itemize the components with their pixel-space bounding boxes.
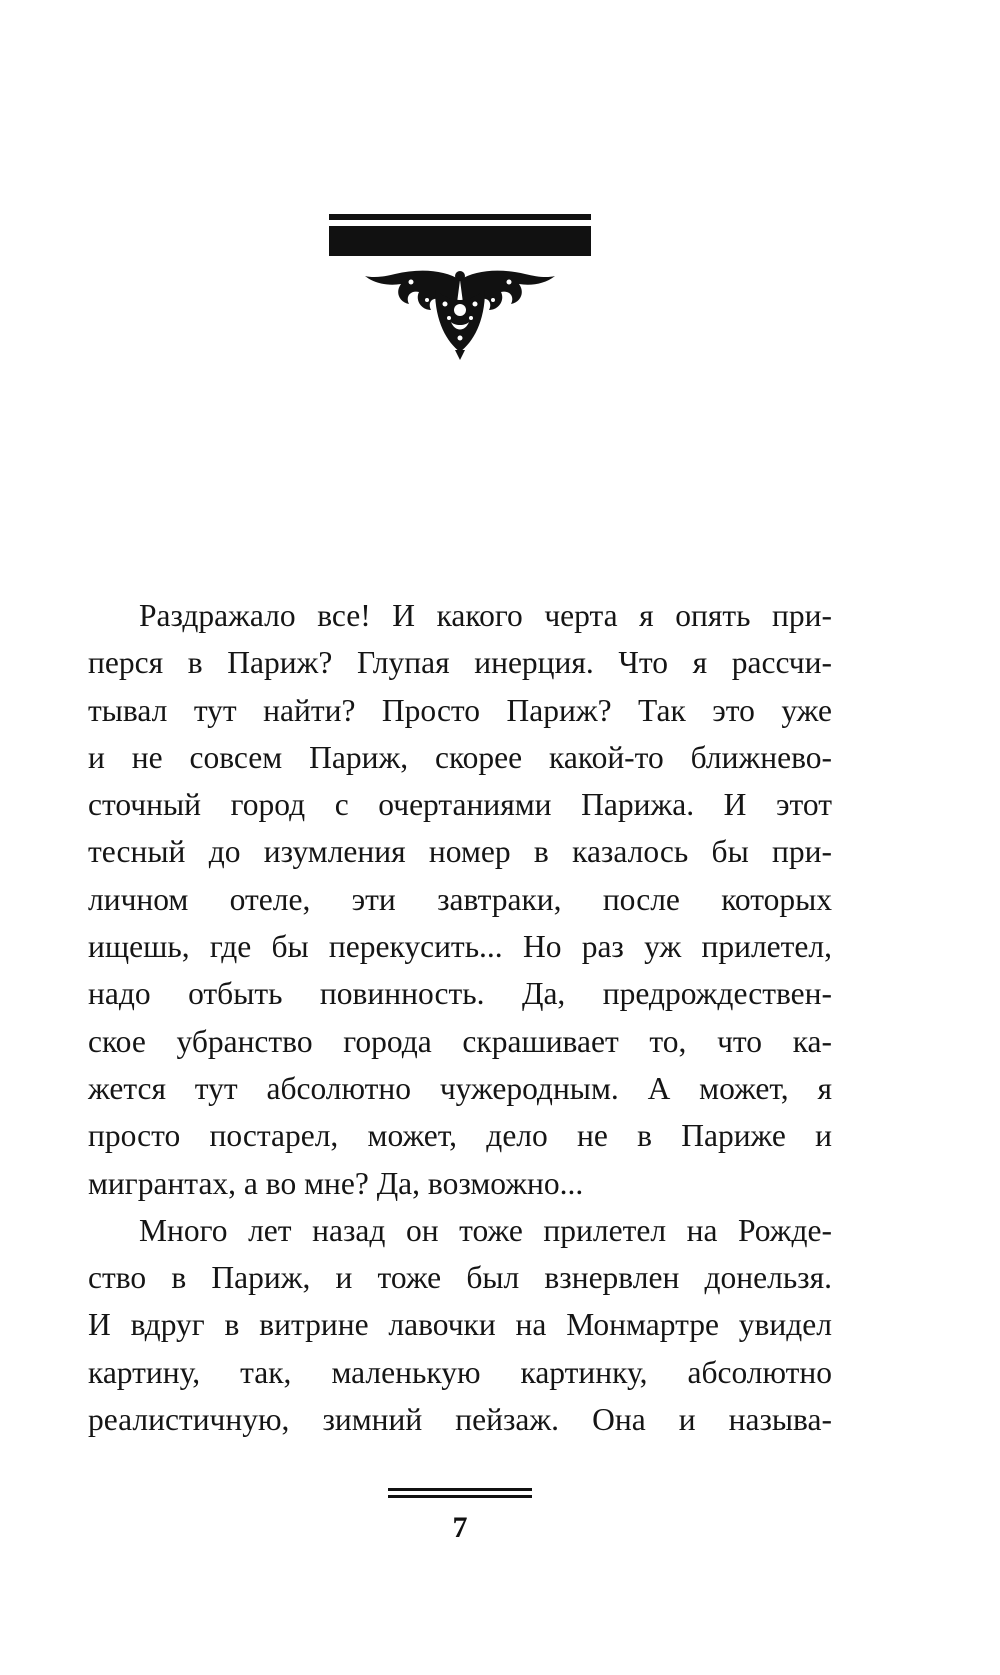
paragraph-1: [88, 592, 832, 1207]
footer-rule: [388, 1495, 532, 1498]
ornament-thin-bar: [329, 214, 591, 220]
text-line: просто постарел, может, дело не в Париже и: [88, 1118, 832, 1154]
text-line: перся в Париж? Глупая инерция. Что я рассчи-: [88, 645, 832, 681]
text-line: и не совсем Париж, скорее какой-то ближнево-: [88, 739, 832, 775]
ornament-thick-bar: [329, 226, 591, 256]
text-line: Раздражало все! И какого черта я опять при-: [139, 598, 832, 633]
chapter-ornament: [329, 214, 591, 358]
text-line: сточный город с очертаниями Парижа. И этот: [88, 787, 832, 823]
text-line: ство в Париж, и тоже был взнервлен донельзя.: [88, 1260, 832, 1296]
text-line: личном отеле, эти завтраки, после которых: [88, 881, 832, 917]
text-line: тывал тут найти? Просто Париж? Так это уже: [88, 692, 832, 728]
floral-ornament-icon: [365, 260, 555, 360]
text-line: Много лет назад он тоже прилетел на Рожде-: [139, 1212, 832, 1248]
text-line: ское убранство города скрашивает то, что ка-: [88, 1023, 832, 1059]
text-line: И вдруг в витрине лавочки на Монмартре увидел: [88, 1307, 832, 1343]
body-text: [88, 592, 832, 1443]
text-line: ищешь, где бы перекусить... Но раз уж прилетел,: [88, 929, 832, 965]
text-line: тесный до изумления номер в казалось бы при-: [88, 834, 832, 870]
paragraph-2: [88, 1207, 832, 1443]
text-line: надо отбыть повинность. Да, предрождествен-: [88, 976, 832, 1012]
text-line: картину, так, маленькую картинку, абсолютно: [88, 1354, 832, 1390]
page-footer: [388, 1488, 532, 1558]
text-line: жется тут абсолютно чужеродным. А может, я: [88, 1070, 832, 1106]
page-number: 7: [452, 1511, 468, 1544]
text-line: реалистичную, зимний пейзаж. Она и называ-: [88, 1402, 832, 1438]
text-line: мигрантах, а во мне? Да, возможно...: [88, 1165, 584, 1201]
footer-rule: [388, 1488, 532, 1491]
